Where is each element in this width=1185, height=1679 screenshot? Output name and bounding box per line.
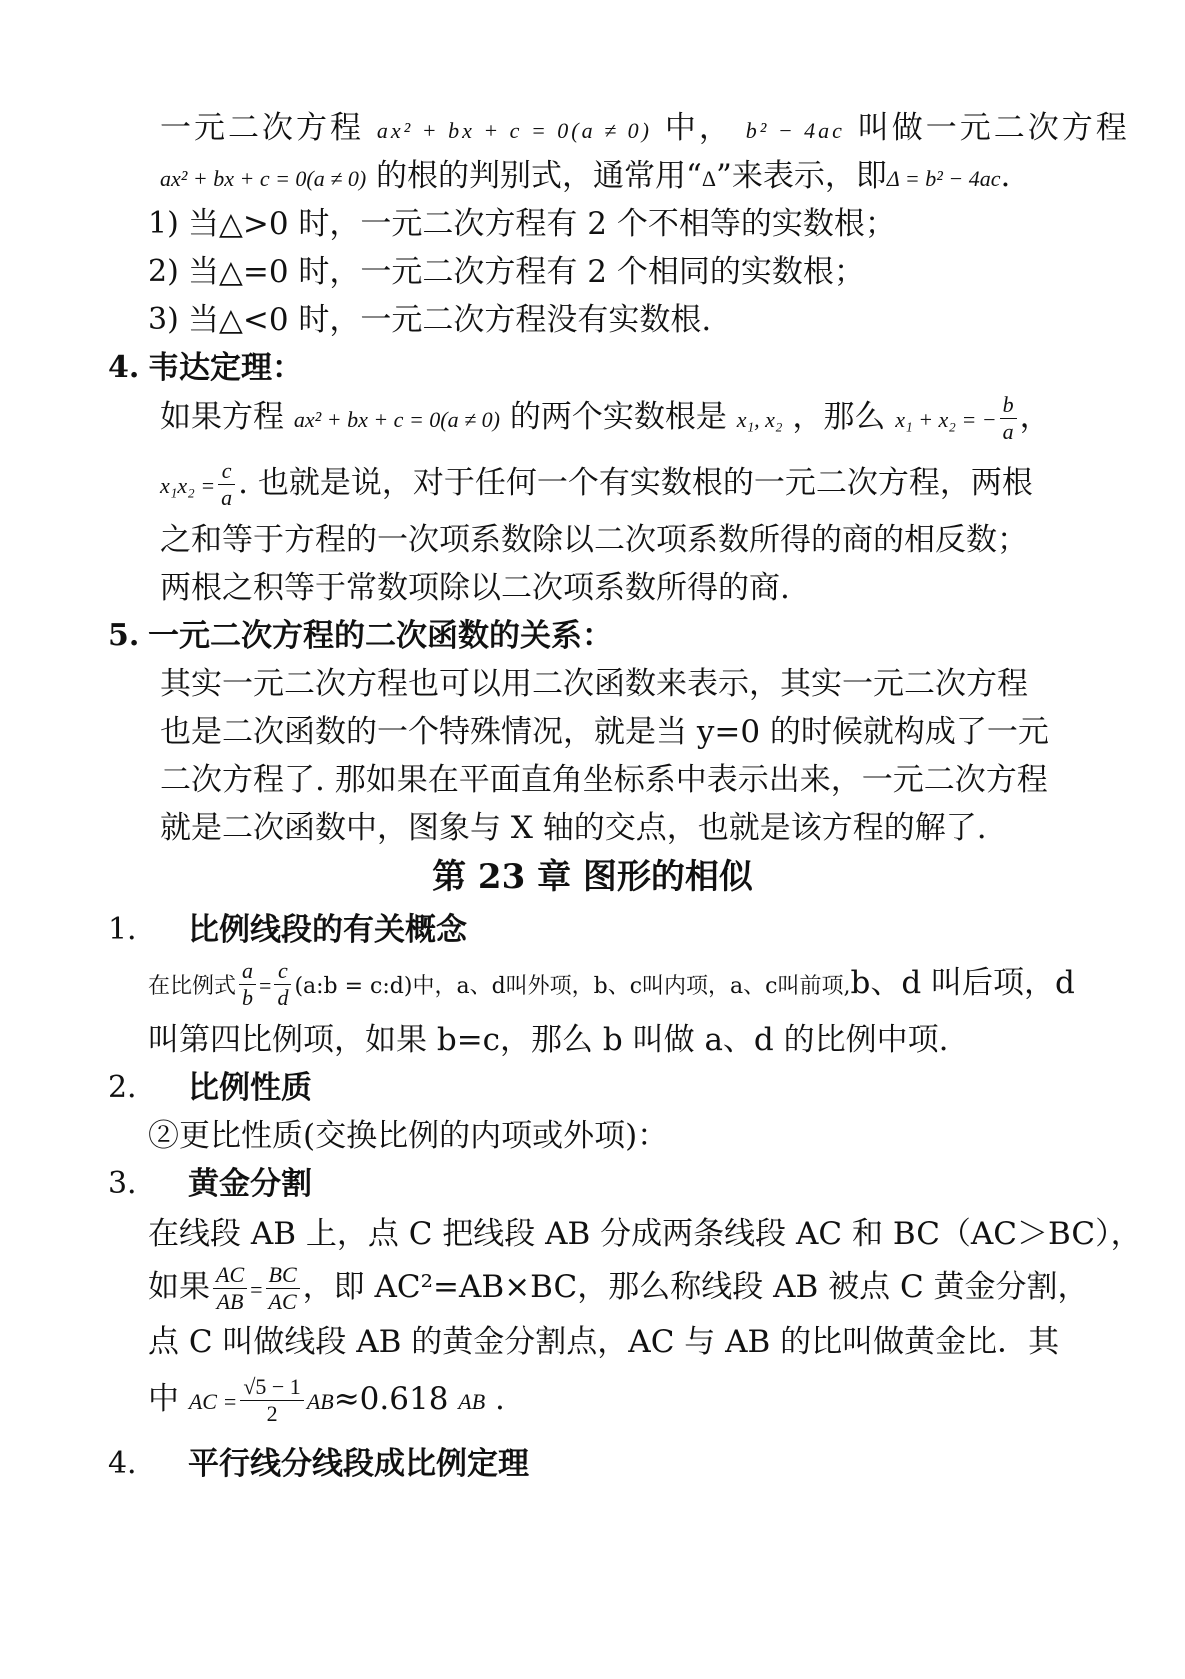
section-heading: 一元二次方程的二次函数的关系：: [148, 618, 613, 654]
quadratic-equation: ax² + bx + c = 0(a ≠ 0): [160, 166, 367, 191]
item-heading: 平行线分线段成比例定理: [188, 1446, 529, 1482]
chapter-title: 第 23 章 图形的相似: [432, 857, 753, 897]
quadratic-equation: ax² + bx + c = 0(a ≠ 0): [376, 118, 653, 143]
vieta-line-4: 两根之积等于常数项除以二次项系数所得的商.: [160, 570, 790, 606]
intro-text: 叫做一元二次方程: [857, 110, 1130, 146]
section-number: 4.: [108, 350, 140, 385]
case-number: 2): [148, 254, 179, 289]
sum-of-roots: x₁ + x₂ = −: [895, 407, 997, 432]
case-text: 当△>0 时，一元二次方程有 2 个不相等的实数根；: [188, 206, 896, 242]
fraction-denominator: AC: [268, 1289, 297, 1314]
golden-line-1: 在线段 AB 上，点 C 把线段 AB 分成两条线段 AC 和 BC（AC＞BC），: [148, 1216, 1142, 1252]
vieta-text: . 也就是说，对于任何一个有实数根的一元二次方程，两根: [238, 465, 1033, 501]
intro-text: 一元二次方程: [160, 110, 364, 146]
proportion-text: b、d 叫后项，d: [850, 965, 1075, 1001]
delta-formula: Δ = b² − 4ac: [886, 166, 1001, 191]
case-text: 当△=0 时，一元二次方程有 2 个相同的实数根；: [188, 254, 865, 290]
fraction: [1000, 392, 1017, 445]
fraction: [239, 958, 256, 1011]
fraction-denominator: a: [221, 485, 233, 510]
intro-line-2: [160, 152, 1075, 203]
roots: x₁, x₂: [736, 407, 783, 432]
intro-text: ”来表示，即: [716, 158, 887, 194]
fraction-numerator: √5 − 1: [240, 1374, 303, 1401]
vieta-text: 如果方程: [160, 399, 284, 435]
case-number: 3): [148, 302, 179, 337]
fraction-numerator: c: [274, 958, 291, 985]
item-number: 4．: [108, 1446, 158, 1481]
fraction-denominator: b: [242, 985, 254, 1010]
item-number: 3．: [108, 1166, 158, 1201]
fraction-denominator: 2: [266, 1401, 278, 1426]
fraction: [266, 1262, 300, 1315]
vieta-line-2: [160, 458, 1075, 511]
item-heading: 比例线段的有关概念: [188, 912, 467, 948]
equals-sign: =: [259, 973, 272, 998]
case-text: 当△<0 时，一元二次方程没有实数根.: [188, 302, 712, 338]
golden-text: ，即 AC²=AB×BC，那么称线段 AB 被点 C 黄金分割，: [302, 1269, 1089, 1305]
fraction-numerator: BC: [266, 1262, 300, 1289]
golden-formula-lhs: AC =: [188, 1389, 238, 1414]
golden-text: 中: [148, 1381, 179, 1417]
fraction-numerator: a: [239, 958, 256, 985]
intro-line-1: [160, 104, 1130, 155]
intro-text: 的根的判别式，通常用“: [376, 158, 702, 194]
equals-sign: =: [250, 1277, 263, 1302]
item-number: 2．: [108, 1070, 158, 1105]
fraction-numerator: AC: [213, 1262, 247, 1289]
product-of-roots: x₁x₂ =: [160, 473, 216, 498]
fraction: [240, 1374, 303, 1427]
golden-line-2: [148, 1262, 1089, 1315]
fraction: [274, 958, 291, 1011]
golden-line-3: 点 C 叫做线段 AB 的黄金分割点，AC 与 AB 的比叫做黄金比．其: [148, 1324, 1060, 1360]
segment-ab: AB: [306, 1389, 334, 1414]
vieta-text: 的两个实数根是: [509, 399, 727, 435]
fraction-numerator: b: [1000, 392, 1017, 419]
golden-line-4: [148, 1374, 1075, 1427]
proportion-text: 在比例式: [148, 974, 237, 999]
proportion-line-1: [148, 958, 1075, 1011]
relation-line: 也是二次函数的一个特殊情况，就是当 y=0 的时候就构成了一元: [160, 714, 1049, 750]
relation-line: 其实一元二次方程也可以用二次函数来表示，其实一元二次方程: [160, 666, 1028, 702]
quadratic-equation: ax² + bx + c = 0(a ≠ 0): [293, 407, 501, 432]
fraction-denominator: a: [1002, 419, 1014, 444]
fraction-denominator: AB: [216, 1289, 244, 1314]
vieta-text: ，: [1019, 399, 1051, 435]
vieta-text: ，那么: [792, 399, 886, 435]
golden-text: .: [495, 1381, 505, 1417]
segment-ab: AB: [458, 1389, 486, 1414]
intro-text: .: [1000, 158, 1011, 194]
intro-text: 中，: [664, 110, 733, 146]
item-heading: 比例性质: [188, 1070, 312, 1106]
fraction: [218, 458, 235, 511]
fraction-denominator: d: [277, 985, 289, 1010]
ratio-property-text: ②更比性质(交换比例的内项或外项)：: [148, 1118, 669, 1154]
relation-line: 二次方程了. 那如果在平面直角坐标系中表示出来，一元二次方程: [160, 762, 1048, 798]
item-heading: 黄金分割: [188, 1166, 312, 1202]
case-number: 1): [148, 206, 179, 241]
delta-symbol: Δ: [701, 166, 717, 191]
discriminant-expression: b² − 4ac: [745, 118, 845, 143]
golden-text: 如果: [148, 1269, 210, 1305]
proportion-line-2: 叫第四比例项，如果 b=c，那么 b 叫做 a、d 的比例中项.: [148, 1022, 949, 1058]
vieta-line-1: [160, 392, 1075, 445]
vieta-line-3: 之和等于方程的一次项系数除以二次项系数所得的商的相反数；: [160, 522, 1028, 558]
section-number: 5.: [108, 618, 140, 653]
relation-line: 就是二次函数中，图象与 X 轴的交点，也就是该方程的解了.: [160, 810, 987, 846]
proportion-text: (a:b = c:d)中，a、d叫外项，b、c叫内项，a、c叫前项,: [294, 974, 851, 999]
section-heading: 韦达定理：: [148, 350, 303, 386]
golden-ratio-value: ≈0.618: [333, 1381, 449, 1417]
fraction: [213, 1262, 247, 1315]
fraction-numerator: c: [218, 458, 235, 485]
item-number: 1．: [108, 912, 158, 947]
